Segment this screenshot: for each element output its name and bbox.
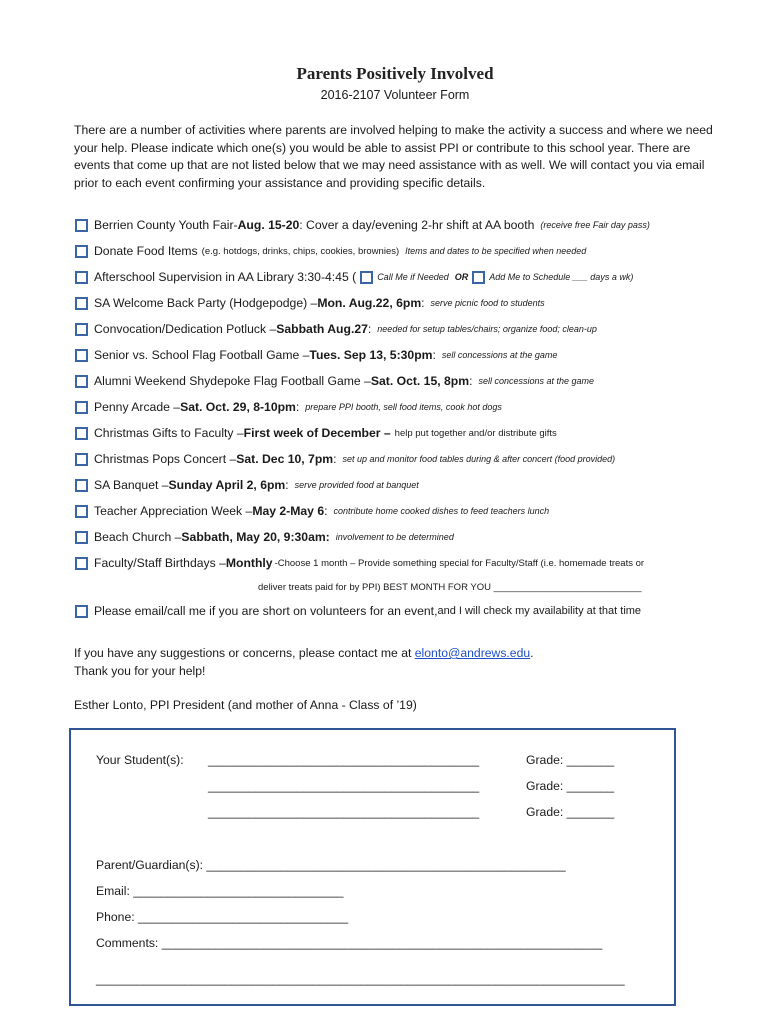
activity-note: needed for setup tables/chairs; organize food; clean-up [377, 324, 597, 334]
activity-colon: : [324, 504, 328, 518]
student-field-1[interactable]: ________________________________________ [208, 753, 480, 767]
activity-sa-banquet [75, 476, 419, 494]
thanks-text: Thank you for your help! [74, 664, 206, 678]
add-me-checkbox[interactable] [472, 271, 485, 284]
checkbox[interactable] [75, 271, 88, 284]
activity-label: SA Welcome Back Party (Hodgepodge) – [94, 296, 318, 310]
activity-note: Items and dates to be specified when needed [405, 246, 587, 256]
activity-label: Please email/call me if you are short on volunteers for an event, [94, 604, 438, 618]
activity-alumni-football [75, 372, 594, 390]
activity-note: (receive free Fair day pass) [540, 220, 650, 230]
activity-teacher-appreciation [75, 502, 549, 520]
activity-potluck [75, 320, 597, 338]
checkbox[interactable] [75, 219, 88, 232]
page-title: Parents Positively Involved [296, 64, 494, 83]
email-field[interactable]: Email: _______________________________ [96, 884, 344, 898]
email-link[interactable]: elonto@andrews.edu [414, 646, 531, 660]
checkbox[interactable] [75, 375, 88, 388]
activity-note: involvement to be determined [335, 532, 454, 542]
activity-donate-food [75, 242, 586, 260]
call-me-label: Call Me if Needed [377, 272, 449, 282]
activity-date: Monthly [225, 556, 273, 570]
checkbox[interactable] [75, 427, 88, 440]
activity-date: First week of December – [243, 426, 391, 440]
checkbox[interactable] [75, 323, 88, 336]
activity-label: Beach Church – [94, 530, 182, 544]
activity-youth-fair [75, 216, 650, 234]
activity-beach-church [75, 528, 454, 546]
activity-examples: (e.g. hotdogs, drinks, chips, cookies, brownies) [201, 245, 400, 257]
activity-contact-if-short [75, 602, 641, 620]
checkbox[interactable] [75, 605, 88, 618]
activity-faculty-birthdays [75, 554, 644, 572]
activity-note: -Choose 1 month – Provide something special for Faculty/Staff (i.e. homemade treats or [274, 557, 645, 569]
activity-date: Sabbath Aug.27 [276, 322, 368, 336]
activity-note: serve provided food at banquet [294, 480, 419, 490]
checkbox[interactable] [75, 453, 88, 466]
activity-desc: : Cover a day/evening 2-hr shift at AA booth [299, 218, 535, 232]
activity-date: Aug. 15-20 [237, 218, 300, 232]
activity-label: Donate Food Items [94, 244, 198, 258]
activity-note: prepare PPI booth, sell food items, cook hot dogs [305, 402, 502, 412]
activity-christmas-gifts [75, 424, 557, 442]
checkbox[interactable] [75, 557, 88, 570]
activity-note: sell concessions at the game [441, 350, 558, 360]
grade-field-2[interactable]: Grade: _______ [526, 779, 615, 793]
activity-note: set up and monitor food tables during & after concert (food provided) [342, 454, 616, 464]
activity-birthdays-continued: deliver treats paid for by PPI) BEST MONTH FOR YOU ____________________________ [258, 582, 642, 593]
checkbox[interactable] [75, 245, 88, 258]
activity-date: Mon. Aug.22, 6pm [317, 296, 422, 310]
contact-line [74, 646, 534, 660]
form-year-subtitle: 2016-2107 Volunteer Form [320, 88, 470, 102]
activity-note: and I will check my availability at that time [437, 605, 642, 617]
activity-date: Sat. Oct. 29, 8-10pm [180, 400, 296, 414]
checkbox[interactable] [75, 297, 88, 310]
checkbox[interactable] [75, 479, 88, 492]
activity-date: Tues. Sep 13, 5:30pm [309, 348, 433, 362]
activity-colon: : [285, 478, 289, 492]
activity-note: sell concessions at the game [478, 376, 595, 386]
add-me-label: Add Me to Schedule ___ days a wk) [489, 272, 634, 282]
activity-penny-arcade [75, 398, 502, 416]
student-field-2[interactable]: ________________________________________ [208, 779, 480, 793]
parent-field[interactable]: Parent/Guardian(s): _____________________________________________________ [96, 858, 566, 872]
activity-label: Teacher Appreciation Week – [94, 504, 253, 518]
activity-label: Berrien County Youth Fair- [94, 218, 238, 232]
activity-colon: : [367, 322, 372, 336]
checkbox[interactable] [75, 505, 88, 518]
comments-field[interactable]: Comments: _________________________________________________________________ [96, 936, 603, 950]
activity-date: May 2-May 6 [252, 504, 325, 518]
activity-colon: : [295, 400, 300, 414]
activity-date: Sat. Oct. 15, 8pm [370, 374, 470, 388]
activity-note: help put together and/or distribute gifts [394, 427, 557, 439]
activity-afterschool-supervision [75, 268, 633, 286]
activity-label: Convocation/Dedication Potluck – [94, 322, 277, 336]
or-label: OR [454, 272, 469, 282]
signature-text: Esther Lonto, PPI President (and mother of Anna - Class of ’19) [74, 698, 417, 712]
activity-colon: : [432, 348, 436, 362]
phone-field[interactable]: Phone: _______________________________ [96, 910, 349, 924]
activity-date: Sat. Dec 10, 7pm [236, 452, 334, 466]
call-me-checkbox[interactable] [360, 271, 373, 284]
activity-colon: : [421, 296, 425, 310]
activity-label: Afterschool Supervision in AA Library 3:30-4:45 ( [94, 270, 357, 284]
activity-colon: : [469, 374, 473, 388]
activity-label: Penny Arcade – [94, 400, 181, 414]
intro-paragraph: There are a number of activities where parents are involved helping to make the activity a success and where we need your help. Please indicate which one(s) you would be able to assist PPI or contribute to this school year. There are events that come up that are not listed below that we may need assistance with as well. We will contact you via email prior to each event confirming your assistance and providing specific details. [74, 123, 713, 190]
grade-field-3[interactable]: Grade: _______ [526, 805, 615, 819]
activity-welcome-back [75, 294, 545, 312]
activity-label: Christmas Gifts to Faculty – [94, 426, 244, 440]
student-field-3[interactable]: ________________________________________ [208, 805, 480, 819]
activity-colon: : [333, 452, 337, 466]
checkbox[interactable] [75, 349, 88, 362]
checkbox[interactable] [75, 531, 88, 544]
checkbox[interactable] [75, 401, 88, 414]
activity-label: Senior vs. School Flag Football Game – [94, 348, 310, 362]
activity-note: contribute home cooked dishes to feed teachers lunch [333, 506, 550, 516]
activity-flag-football [75, 346, 557, 364]
activity-note: serve picnic food to students [430, 298, 545, 308]
grade-field-1[interactable]: Grade: _______ [526, 753, 615, 767]
activity-pops-concert [75, 450, 615, 468]
comments-line-2[interactable]: ______________________________________________________________________________ [96, 972, 625, 986]
activity-label: Christmas Pops Concert – [94, 452, 237, 466]
activity-date: Sabbath, May 20, 9:30am: [181, 530, 330, 544]
response-form-box [69, 728, 676, 1006]
activity-label: Alumni Weekend Shydepoke Flag Football Game – [94, 374, 371, 388]
activity-date: Sunday April 2, 6pm [168, 478, 286, 492]
contact-period: . [530, 646, 534, 660]
contact-text: If you have any suggestions or concerns, please contact me at [74, 646, 415, 660]
activity-label: Faculty/Staff Birthdays – [94, 556, 226, 570]
activity-label: SA Banquet – [94, 478, 169, 492]
students-label: Your Student(s): [96, 753, 184, 767]
